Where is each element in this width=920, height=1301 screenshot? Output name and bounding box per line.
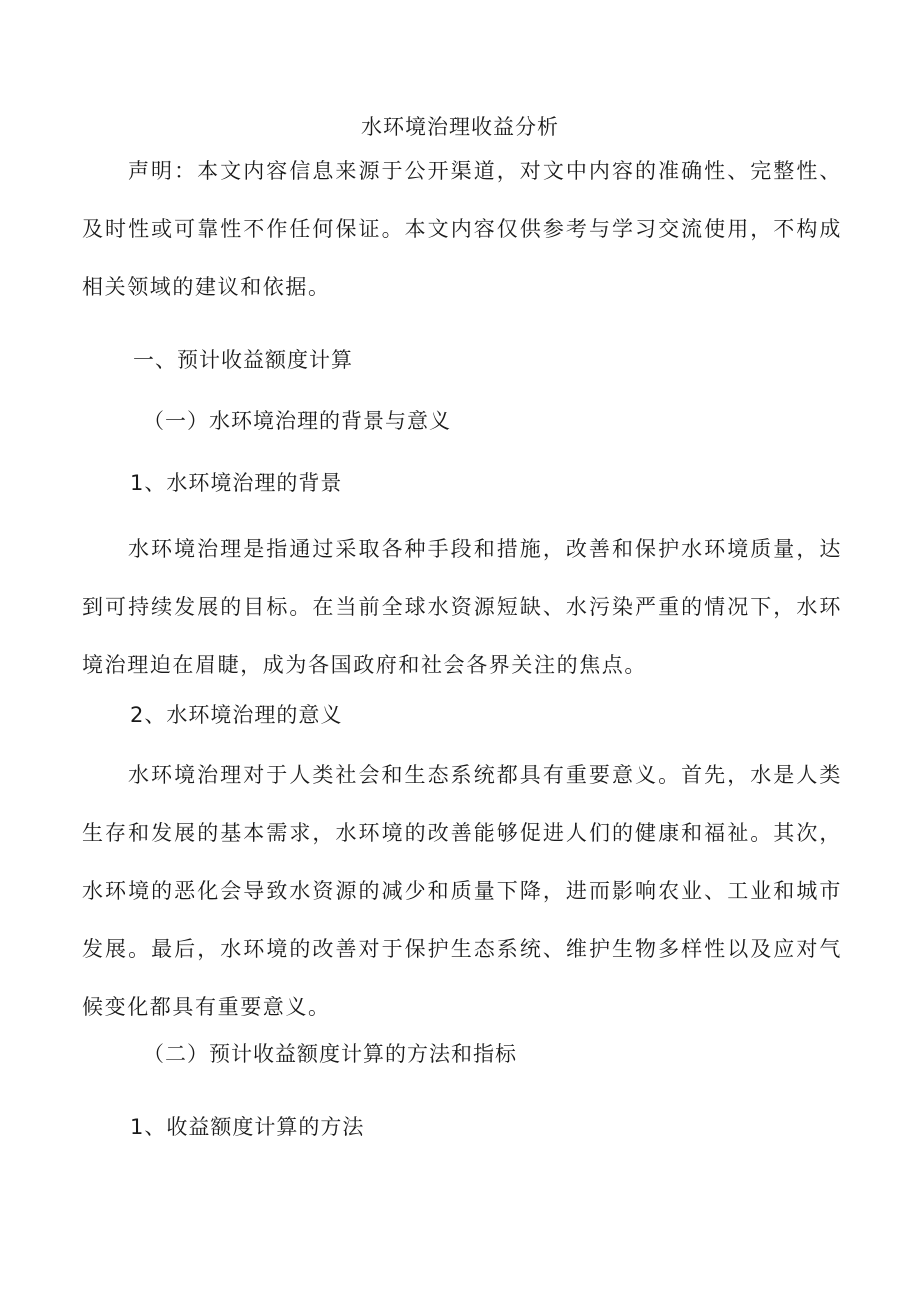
document-title: 水环境治理收益分析 xyxy=(361,115,559,139)
disclaimer-paragraph: 声明：本文内容信息来源于公开渠道，对文中内容的准确性、完整性、及时性或可靠性不作任何保证。本文内容仅供参考与学习交流使用，不构成相关领域的建议和依据。 xyxy=(82,159,842,299)
item-heading-significance: 2、水环境治理的意义 xyxy=(130,703,343,727)
section-heading: 一、预计收益额度计算 xyxy=(133,348,353,372)
subsection-heading-methods: （二）预计收益额度计算的方法和指标 xyxy=(143,1042,517,1066)
subsection-heading-background: （一）水环境治理的背景与意义 xyxy=(143,409,451,433)
item-heading-methods: 1、收益额度计算的方法 xyxy=(130,1115,365,1139)
significance-paragraph: 水环境治理对于人类社会和生态系统都具有重要意义。首先，水是人类生存和发展的基本需求，水环境的改善能够促进人们的健康和福祉。其次，水环境的恶化会导致水资源的减少和质量下降，进而影响农业、工业和城市发展。最后，水环境的改善对于保护生态系统、维护生物多样性以及应对气候变化都具有重要意义。 xyxy=(82,763,842,1019)
background-paragraph: 水环境治理是指通过采取各种手段和措施，改善和保护水环境质量，达到可持续发展的目标。在当前全球水资源短缺、水污染严重的情况下，水环境治理迫在眉睫，成为各国政府和社会各界关注的焦点。 xyxy=(82,537,842,677)
item-heading-background: 1、水环境治理的背景 xyxy=(130,471,343,495)
